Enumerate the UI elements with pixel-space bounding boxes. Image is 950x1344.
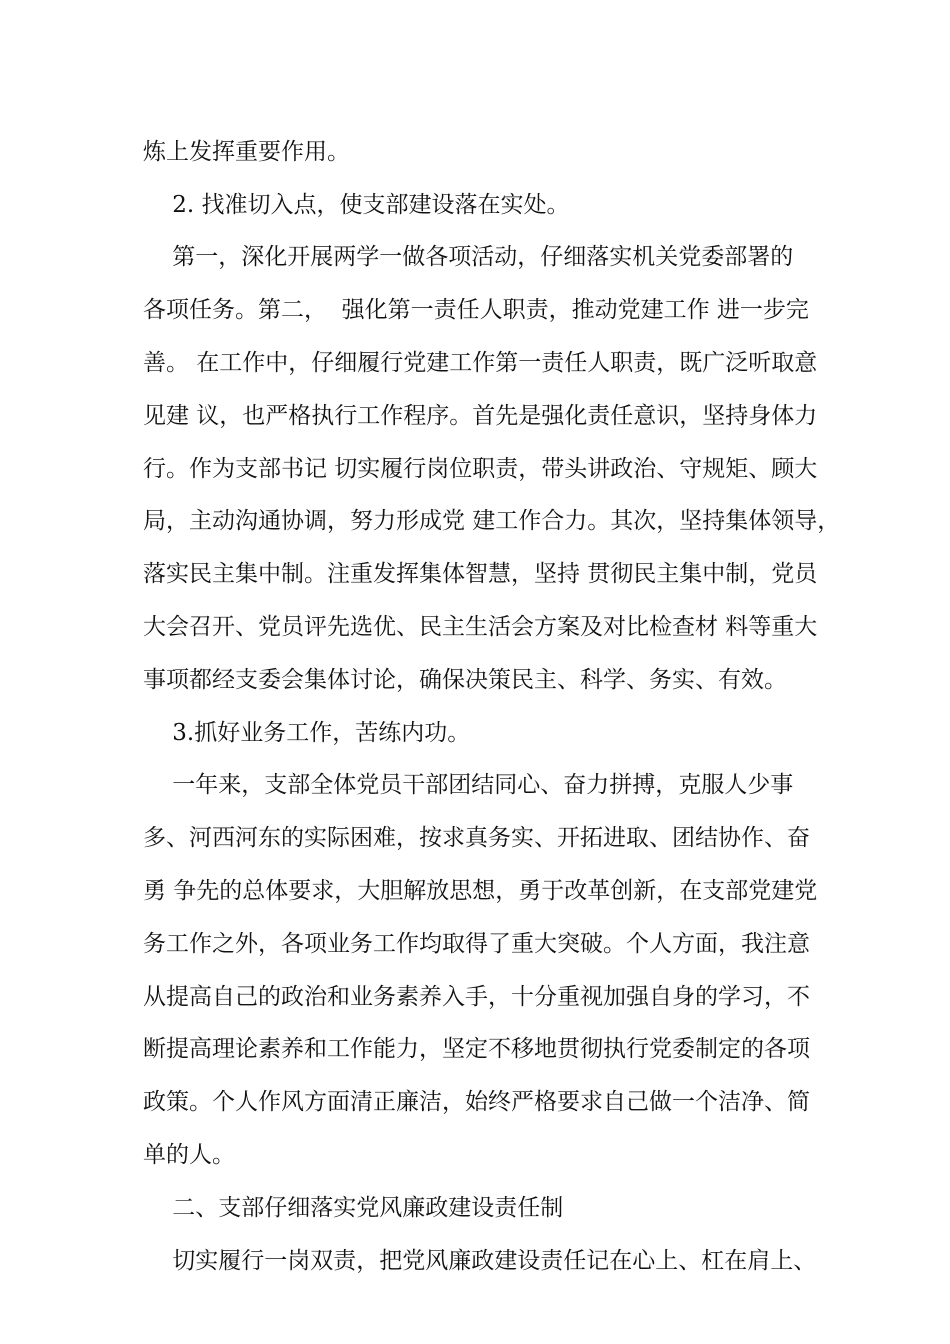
text-line: 炼上发挥重要作用。 <box>143 139 350 165</box>
text-line: 行。作为支部书记 切实履行岗位职责，带头讲政治、守规矩、顾大 <box>143 456 818 482</box>
section-heading: 3.抓好业务工作，苦练内功。 <box>143 720 471 746</box>
text-line: 第一，深化开展两学一做各项活动，仔细落实机关党委部署的 <box>143 244 794 270</box>
text-line: 务工作之外，各项业务工作均取得了重大突破。个人方面，我注意 <box>143 931 810 957</box>
text-line: 单的人。 <box>143 1142 235 1168</box>
text-line: 大会召开、党员评先选优、民主生活会方案及对比检查材 料等重大 <box>143 614 818 640</box>
section-heading: 二、支部仔细落实党风廉政建设责任制 <box>143 1195 564 1221</box>
text-line: 落实民主集中制。注重发挥集体智慧，坚持 贯彻民主集中制，党员 <box>143 561 818 587</box>
text-line: 切实履行一岗双责，把党风廉政建设责任记在心上、杠在肩上、 <box>143 1248 817 1274</box>
text-line: 一年来，支部全体党员干部团结同心、奋力拼搏，克服人少事 <box>143 772 794 798</box>
section-heading: 2. 找准切入点，使支部建设落在实处。 <box>143 192 570 218</box>
text-line: 勇 争先的总体要求，大胆解放思想，勇于改革创新，在支部党建党 <box>143 878 818 904</box>
text-line: 从提高自己的政治和业务素养入手，十分重视加强自身的学习，不 <box>143 984 810 1010</box>
text-line: 多、河西河东的实际困难，按求真务实、开拓进取、团结协作、奋 <box>143 825 810 851</box>
text-line: 各项任务。第二， 强化第一责任人职责，推动党建工作 进一步完 <box>143 297 809 323</box>
text-line: 政策。个人作风方面清正廉洁，始终严格要求自己做一个洁净、简 <box>143 1089 810 1115</box>
text-line: 断提高理论素养和工作能力，坚定不移地贯彻执行党委制定的各项 <box>143 1036 810 1062</box>
text-line: 事项都经支委会集体讨论，确保决策民主、科学、务实、有效。 <box>143 667 787 693</box>
text-line: 善。 在工作中，仔细履行党建工作第一责任人职责，既广泛听取意 <box>143 350 818 376</box>
text-line: 局，主动沟通协调，努力形成党 建工作合力。其次，坚持集体领导， <box>143 508 841 534</box>
text-line: 见建 议，也严格执行工作程序。首先是强化责任意识，坚持身体力 <box>143 403 818 429</box>
